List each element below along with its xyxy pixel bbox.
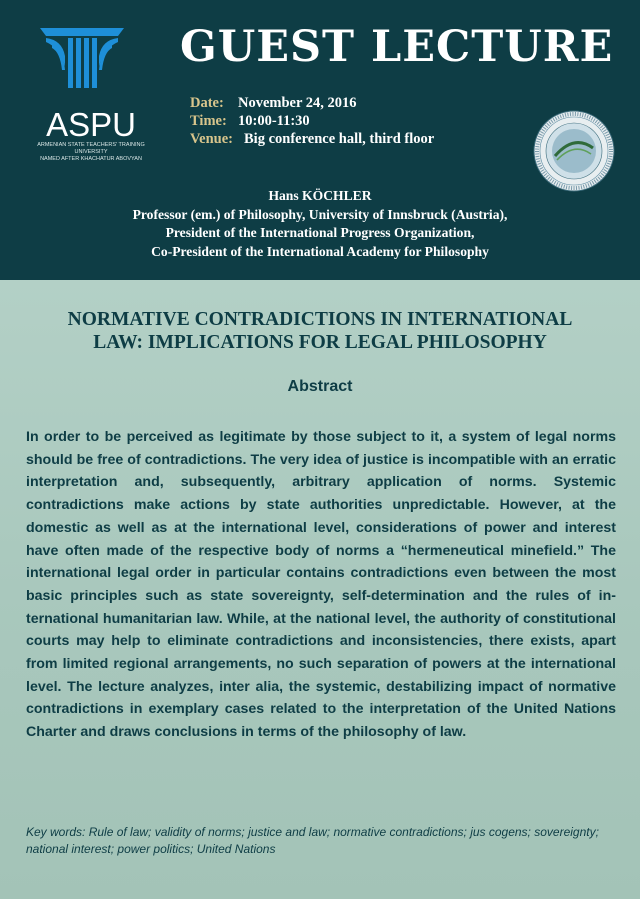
date-label: Date: — [190, 95, 224, 111]
logo-subtitle-line: ARMENIAN STATE TEACHERS' TRAINING UNIVERSITY — [37, 142, 145, 155]
venue-label: Venue: — [190, 131, 233, 147]
header-banner — [0, 0, 640, 280]
speaker-affiliation: President of the International Progress Organization, — [165, 225, 475, 240]
venue-value: Big conference hall, third floor — [244, 131, 435, 147]
keywords: Key words: Rule of law; validity of norms; justice and law; normative contradictions; jus cogens; sovereignty; national interest; power politics; United Nations — [26, 825, 599, 856]
logo-subtitle — [26, 142, 156, 163]
lecture-title-line: NORMATIVE CONTRADICTIONS IN INTERNATIONAL — [67, 309, 573, 330]
columns-logo-icon — [32, 26, 132, 90]
abstract-text: In order to be perceived as legitimate by those subject to it, a system of legal norms should be free of contradictions. The very idea of justice is incompatible with an erratic interpretation and, subsequently, arbitrary application of norms. Systemic contradictions make actions by state authorities unpredictable. However, at the domestic as well as at the international level, considerations of power and interest have often made of the respective body of norms a “hermeneutical minefield.” The international legal order in particular contains contradictions even between the most basic principles such as state sovereignty, self-determination and the rules of international humanitarian law. While, at the national level, the authority of constitutional courts may help to eliminate contradictions and inconsistencies, there exists, apart from limited regional arrangements, no such separation of powers at the international level. The lecture analyzes, inter alia, the systemic, destabilizing impact of normative contradictions in exemplary cases related to the interpretation of the United Nations Charter and draws conclusions in terms of the philosophy of law. — [26, 429, 616, 741]
logo-text: ASPU — [46, 106, 136, 143]
speaker-name: Hans KÖCHLER — [268, 188, 372, 203]
university-logo — [26, 26, 146, 162]
academy-seal-icon — [533, 110, 615, 192]
speaker-affiliation: Professor (em.) of Philosophy, University of Innsbruck (Austria), — [132, 206, 508, 222]
time-label: Time: — [190, 113, 227, 129]
speaker-affiliation: Co-President of the International Academy for Philosophy — [151, 243, 489, 259]
time-row — [190, 112, 434, 130]
event-info — [190, 94, 434, 148]
logo-subtitle-line: NAMED AFTER KHACHATUR ABOVYAN — [40, 156, 142, 162]
venue-row — [190, 130, 434, 148]
lecture-title — [30, 308, 610, 354]
abstract-heading: Abstract — [287, 378, 353, 395]
date-row — [190, 94, 434, 112]
time-value: 10:00-11:30 — [238, 113, 310, 129]
speaker-block — [0, 187, 640, 261]
date-value: November 24, 2016 — [238, 95, 357, 111]
abstract-section — [0, 280, 640, 899]
page-title: GUEST LECTURE — [180, 22, 614, 72]
lecture-title-line: LAW: IMPLICATIONS FOR LEGAL PHILOSOPHY — [93, 332, 547, 353]
